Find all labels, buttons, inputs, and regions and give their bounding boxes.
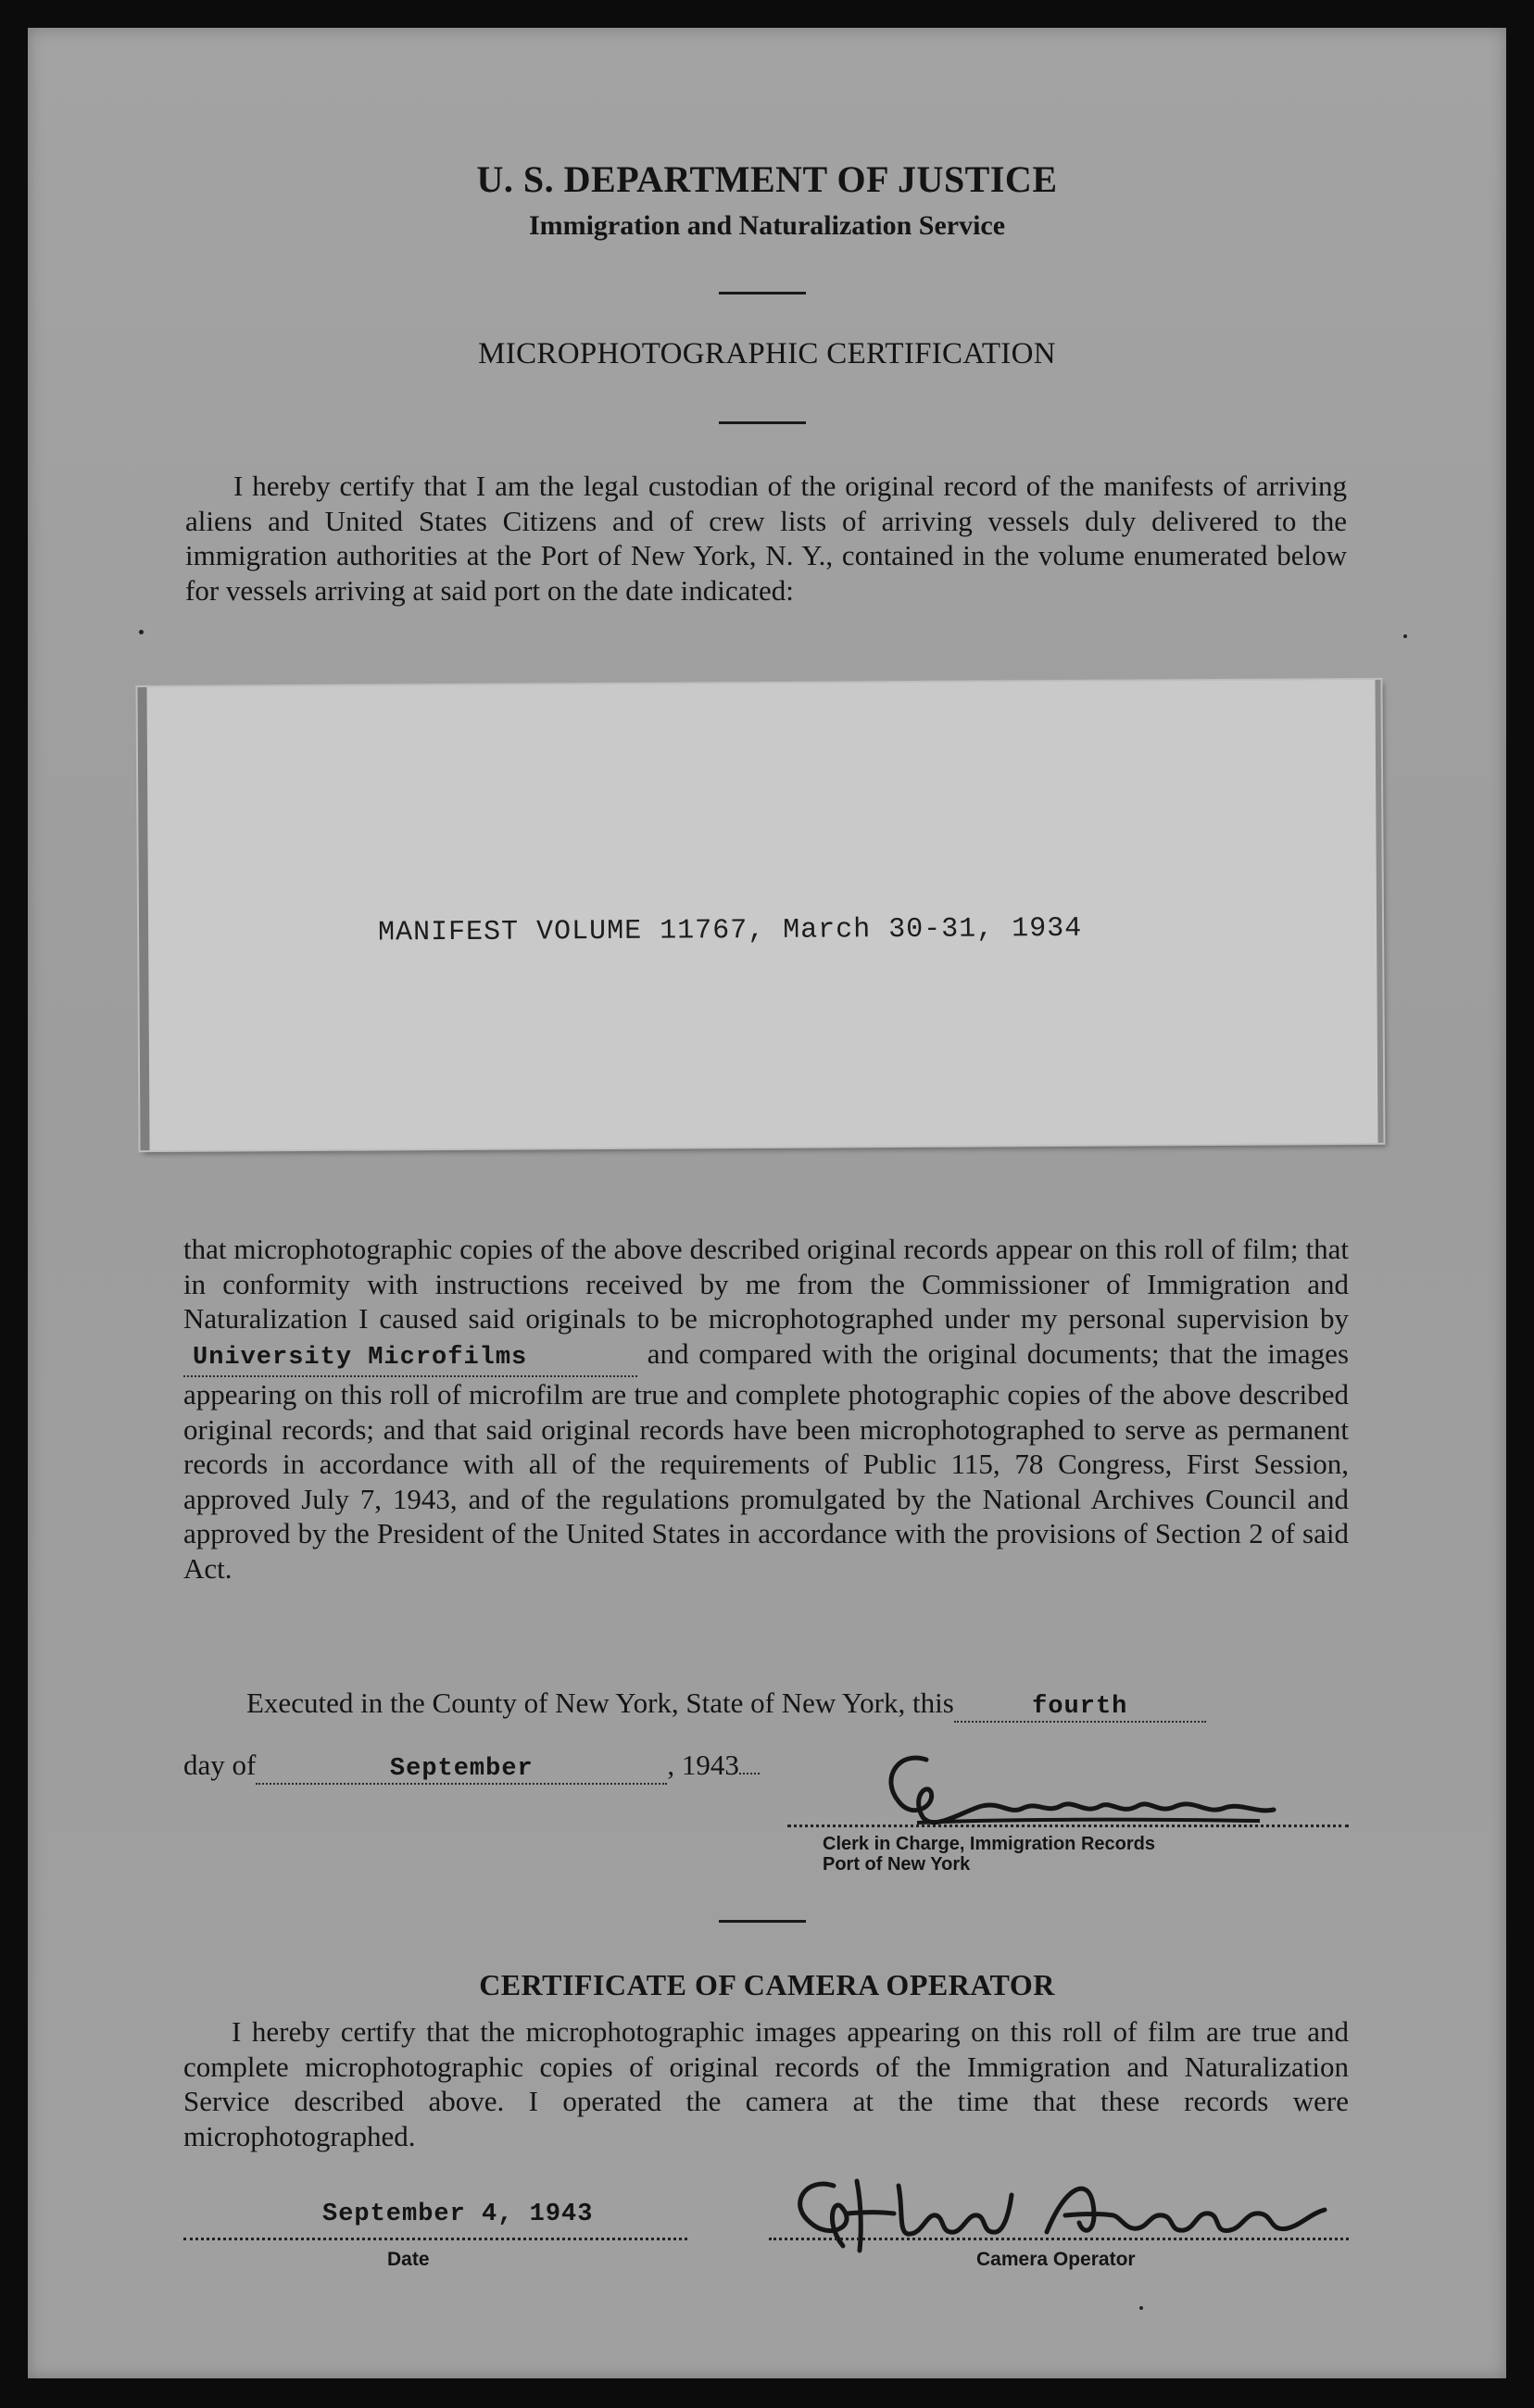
paper-speck xyxy=(139,630,144,634)
date-label: Date xyxy=(387,2249,430,2270)
date-signature-line xyxy=(183,2234,687,2240)
month-value: September xyxy=(389,1755,534,1783)
year-value: , 1943 xyxy=(667,1749,739,1781)
paper-speck xyxy=(1139,2306,1143,2310)
certificate-date-value: September 4, 1943 xyxy=(322,2201,594,2228)
execution-line xyxy=(246,1687,1206,1723)
execution-day-field xyxy=(954,1687,1206,1723)
month-field xyxy=(256,1749,667,1785)
divider xyxy=(719,1920,806,1923)
day-of-label: day of xyxy=(183,1749,257,1781)
year-dots xyxy=(739,1773,760,1775)
operator-label: Camera Operator xyxy=(976,2249,1136,2270)
certification-heading: MICROPHOTOGRAPHIC CERTIFICATION xyxy=(478,337,1056,370)
clerk-signature xyxy=(861,1741,1343,1843)
execution-prefix: Executed in the County of New York, State of New York, this xyxy=(246,1687,954,1719)
certification-body xyxy=(183,1232,1349,1586)
body-text-part2: and compared with the original documents; that the images appearing on this roll of microfilm are true and complete photographic copies of the above described original records; and that said original records have been microphotographed to serve as permanent records in accordance with all of the requirements of Public 115, 78 Congress, First Session, approved July 7, 1943, and of the regulations promulgated by the National Archives Council and approved by the President of the United States in accordance with the provisions of Section 2 of said Act. xyxy=(183,1336,1350,1585)
certificate-page xyxy=(28,28,1506,2378)
clerk-title xyxy=(823,1834,1155,1875)
volume-label: MANIFEST VOLUME 11767, March 30-31, 1934 xyxy=(378,912,1083,949)
paper-speck xyxy=(1403,634,1407,638)
filmed-by-value: University Microfilms xyxy=(193,1343,528,1372)
execution-date-line xyxy=(183,1749,760,1785)
divider xyxy=(719,421,806,424)
filmed-by-field xyxy=(183,1336,637,1378)
intro-paragraph: I hereby certify that I am the legal custodian of the original record of the manifests of arriving aliens and United States Citizens and of crew lists of arriving vessels duly delivered to the immigration authorities at the Port of New York, N. Y., contained in the volume enumerated below for vessels arriving at said port on the date indicated: xyxy=(185,470,1347,607)
execution-day-value: fourth xyxy=(1032,1693,1128,1721)
service-subtitle: Immigration and Naturalization Service xyxy=(528,210,1006,241)
operator-signature xyxy=(769,2158,1343,2260)
operator-signature-line xyxy=(769,2234,1349,2240)
clerk-title-line1: Clerk in Charge, Immigration Records xyxy=(823,1834,1155,1854)
clerk-title-line2: Port of New York xyxy=(823,1854,971,1875)
camera-certificate-text: I hereby certify that the microphotographic images appearing on this roll of film are true and complete microphotographic copies of original records of the Immigration and Naturalization Service described above. I operated the camera at the time that these records were microphotographed. xyxy=(183,2015,1349,2152)
camera-certificate-heading: CERTIFICATE OF CAMERA OPERATOR xyxy=(479,1968,1055,2001)
department-title: U. S. DEPARTMENT OF JUSTICE xyxy=(476,158,1058,200)
divider xyxy=(719,292,806,295)
body-text-part1: that microphotographic copies of the above described original records appear on this roll of film; that in conformity with instructions received by me from the Commissioner of Immigration and Naturalization I caused said originals to be microphotographed under my personal supervision by xyxy=(183,1233,1349,1335)
volume-label-slip xyxy=(137,680,1383,1150)
